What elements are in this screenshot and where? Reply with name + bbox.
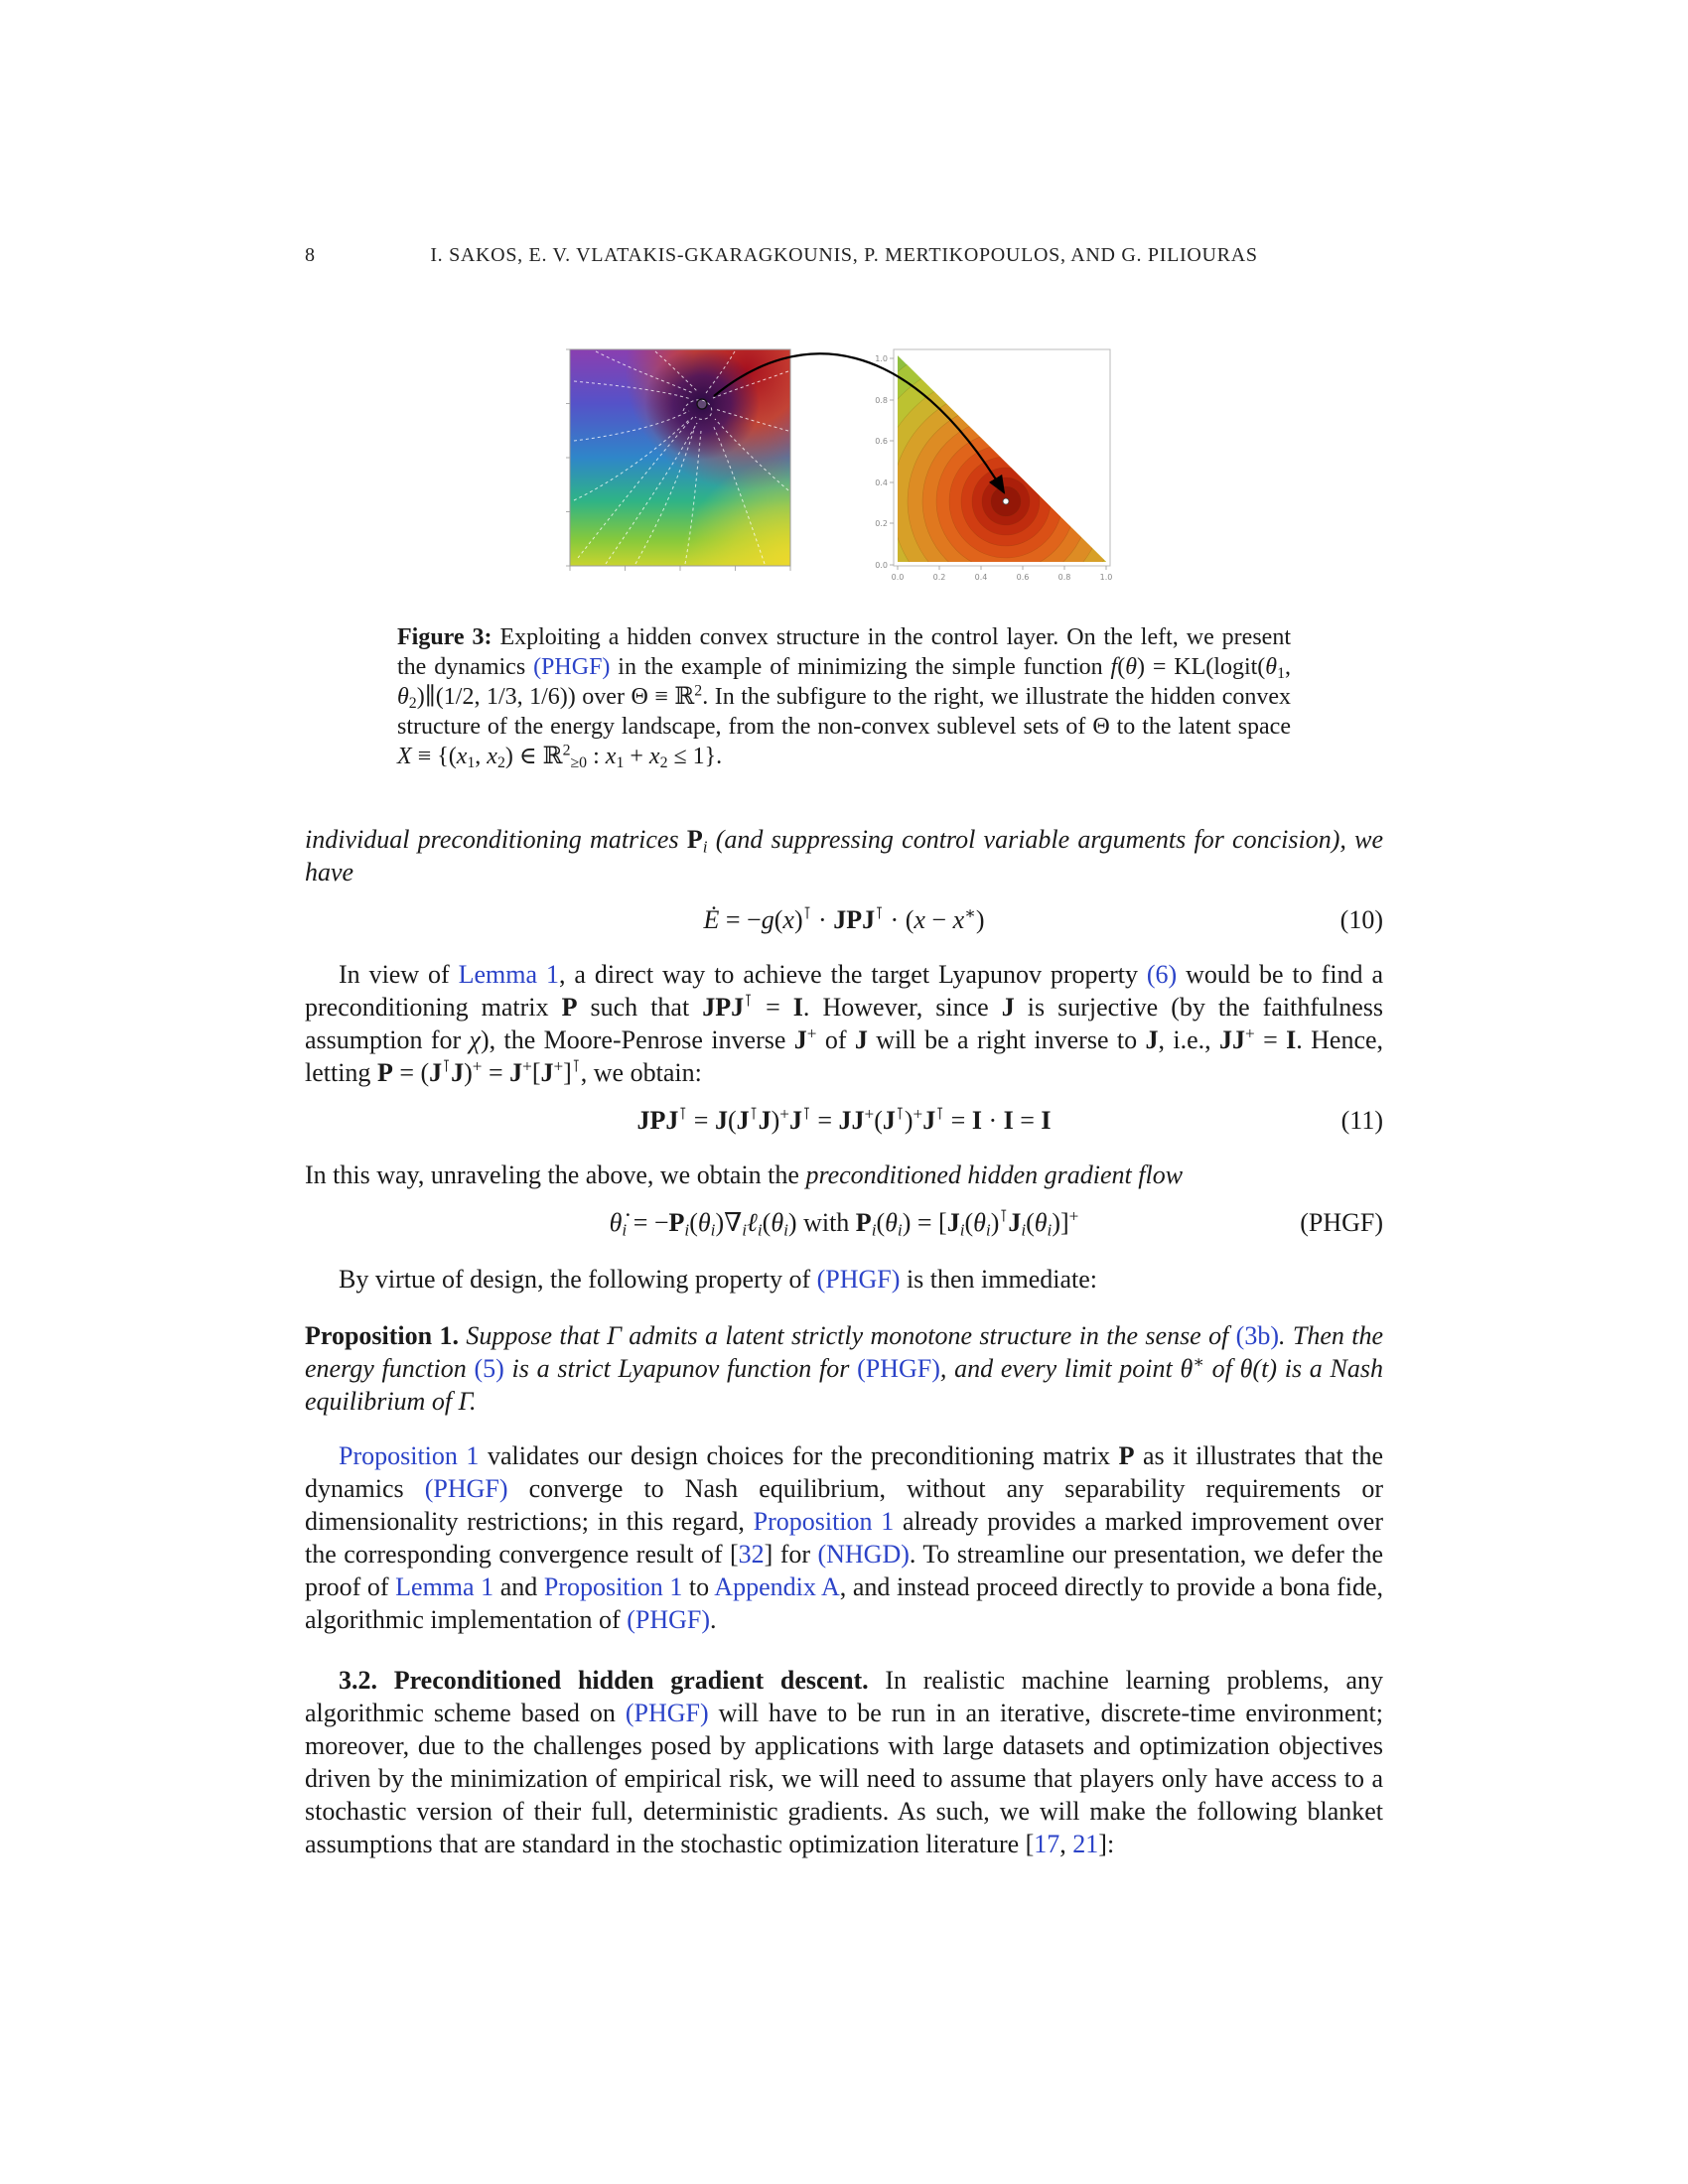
text-segment: , and instead proceed directly to provide a bona fide, algorithmic implementation of xyxy=(305,1572,1383,1634)
text-segment: 3.2. Preconditioned hidden gradient descent. xyxy=(339,1666,869,1695)
text-segment: ( xyxy=(876,1208,886,1237)
ref-link[interactable]: Proposition 1 xyxy=(753,1507,895,1536)
text-segment: θ xyxy=(1239,1354,1253,1383)
text-segment: ⊺ xyxy=(999,1206,1009,1226)
page-content xyxy=(305,0,1383,1860)
text-segment: i xyxy=(742,1220,748,1240)
text-segment: ) xyxy=(787,1208,797,1237)
y-tick-label: 0.6 xyxy=(875,437,888,446)
text-segment: i xyxy=(783,1220,788,1240)
text-segment: , we obtain: xyxy=(580,1058,702,1087)
text-segment: ] for xyxy=(764,1540,818,1569)
text-segment: . To streamline our presentation, we defer the proof of xyxy=(305,1540,1383,1601)
text-segment: x xyxy=(648,744,660,769)
text-segment: 1 xyxy=(1277,664,1285,682)
text-segment: g xyxy=(761,905,774,934)
text-segment: . Hence, letting xyxy=(305,1025,1384,1087)
text-segment: )∥(1/2, 1/3, 1/6)) over Θ ≡ ℝ xyxy=(416,684,695,710)
text-segment: ( xyxy=(689,1208,698,1237)
text-segment: ∗ xyxy=(1193,1352,1204,1372)
text-segment: ≡ {( xyxy=(411,744,457,769)
text-segment: x xyxy=(952,905,965,934)
text-segment: ) xyxy=(771,1106,780,1135)
text-segment: = − xyxy=(719,905,762,934)
text-segment: i xyxy=(757,1220,763,1240)
text-segment: 2 xyxy=(694,682,703,700)
text-segment: P xyxy=(376,1058,393,1087)
text-segment: i xyxy=(1047,1220,1053,1240)
text-segment: I xyxy=(792,993,803,1022)
text-segment: , and every limit point xyxy=(939,1354,1181,1383)
text-segment: 2 xyxy=(562,742,571,759)
text-segment: 1 xyxy=(616,753,625,771)
text-segment: ⊺ xyxy=(935,1104,945,1124)
text-segment: . xyxy=(710,1605,717,1634)
text-segment: i xyxy=(710,1220,716,1240)
paragraph-unraveling xyxy=(305,1159,1383,1191)
text-segment: ] xyxy=(563,1058,572,1087)
text-segment: individual preconditioning matrices xyxy=(305,825,687,854)
paragraph-by-virtue xyxy=(305,1263,1383,1296)
text-segment: 1 xyxy=(467,753,476,771)
text-segment: ≥0 xyxy=(570,753,588,771)
ref-link[interactable]: Proposition 1 xyxy=(339,1441,480,1470)
text-segment: + xyxy=(522,1056,532,1076)
text-segment: + xyxy=(806,1024,817,1043)
text-segment: J xyxy=(922,1106,936,1135)
text-segment: + xyxy=(779,1104,789,1124)
paragraph-in-view-of-lemma xyxy=(305,958,1383,1089)
text-segment: is surjective (by the faithfulness assumption for xyxy=(305,993,1383,1054)
equation-10 xyxy=(305,900,1383,942)
text-segment: P xyxy=(1118,1441,1135,1470)
text-segment: Exploiting a hidden convex structure in the control layer. On the left, we present the dynamics xyxy=(397,624,1291,680)
text-segment: of xyxy=(1203,1354,1240,1383)
text-segment: I xyxy=(1003,1106,1014,1135)
text-segment: )∇ xyxy=(715,1208,743,1237)
y-tick-label: 0.2 xyxy=(875,519,888,528)
text-segment: i xyxy=(897,1220,903,1240)
text-segment: , a direct way to achieve the target Lyapunov property xyxy=(558,960,1147,989)
text-segment: ) xyxy=(1268,1354,1277,1383)
text-segment: ( xyxy=(762,1208,772,1237)
text-segment: ) xyxy=(990,1208,1000,1237)
text-segment: In view of xyxy=(339,960,459,989)
text-segment: J xyxy=(509,1058,523,1087)
text-segment: , xyxy=(1059,1830,1073,1858)
text-segment: of xyxy=(816,1025,855,1054)
text-segment: ) = [ xyxy=(902,1208,947,1237)
text-segment: θ xyxy=(885,1208,898,1237)
text-segment: . Then the energy function xyxy=(305,1321,1383,1383)
text-segment: + xyxy=(1245,1024,1255,1043)
text-segment: x xyxy=(914,905,925,934)
text-segment: I xyxy=(1041,1106,1052,1135)
text-segment: . However, since xyxy=(802,993,1002,1022)
ref-link[interactable]: (PHGF) xyxy=(625,1699,709,1727)
figure-3-caption xyxy=(397,622,1291,771)
text-segment: ( xyxy=(1252,1354,1262,1383)
paragraph-proposition-validates xyxy=(305,1439,1383,1636)
text-segment: i xyxy=(985,1220,991,1240)
text-segment: I xyxy=(971,1106,982,1135)
text-segment: in the example of minimizing the simple function xyxy=(610,654,1111,680)
text-segment: = ( xyxy=(392,1058,430,1087)
text-segment: i xyxy=(871,1220,877,1240)
latent-triangle-plot xyxy=(837,341,1122,590)
text-segment: x xyxy=(605,744,617,769)
figure-3-graphic xyxy=(566,341,1122,590)
text-segment: J xyxy=(882,1106,896,1135)
text-segment: ⊺ xyxy=(875,903,885,923)
y-tick-label: 0.8 xyxy=(875,396,888,405)
text-segment: θ xyxy=(1034,1208,1048,1237)
ref-link[interactable]: (3b) xyxy=(1235,1321,1279,1350)
text-segment: = xyxy=(687,1106,715,1135)
x-tick-label: 0.6 xyxy=(1016,573,1030,582)
text-segment: i xyxy=(622,1220,628,1240)
text-segment: x xyxy=(487,744,497,769)
text-segment: = xyxy=(1254,1025,1287,1054)
text-segment: such that xyxy=(577,993,703,1022)
text-segment: J xyxy=(1008,1208,1022,1237)
text-segment: i xyxy=(684,1220,690,1240)
equation-11 xyxy=(305,1101,1383,1143)
text-segment: ⊺ xyxy=(801,1104,811,1124)
y-tick-label: 0.0 xyxy=(875,561,888,570)
left-vector-field-plot xyxy=(566,349,790,571)
text-segment: i xyxy=(1021,1220,1027,1240)
ref-link[interactable]: 32 xyxy=(738,1540,765,1569)
text-segment: ≤ 1}. xyxy=(667,744,723,769)
text-segment: x xyxy=(456,744,468,769)
equation-10-number: (10) xyxy=(1339,905,1383,934)
text-segment: JPJ xyxy=(833,905,876,934)
equation-10-body xyxy=(704,905,985,934)
ref-link[interactable]: 21 xyxy=(1072,1830,1099,1858)
text-segment: ( xyxy=(1117,654,1126,680)
text-segment: x xyxy=(782,905,794,934)
ref-link[interactable]: (6) xyxy=(1146,960,1178,989)
section-3-2-paragraph xyxy=(305,1664,1383,1860)
text-segment: θ xyxy=(1180,1354,1194,1383)
text-segment: is then immediate: xyxy=(900,1265,1098,1294)
text-segment: By virtue of design, the following property of xyxy=(339,1265,817,1294)
text-segment: f xyxy=(1110,654,1118,680)
text-segment: = xyxy=(1013,1106,1042,1135)
text-segment: ⊺ xyxy=(802,903,812,923)
text-segment: J xyxy=(788,1106,802,1135)
text-segment: is a Nash equilibrium of xyxy=(305,1354,1383,1416)
text-segment: J xyxy=(429,1058,443,1087)
text-segment: P xyxy=(686,825,703,854)
ref-link[interactable]: Appendix A xyxy=(714,1572,840,1601)
text-segment: P xyxy=(561,993,578,1022)
ref-link[interactable]: (PHGF) xyxy=(627,1605,710,1634)
text-segment: − xyxy=(924,905,953,934)
text-segment: Proposition 1. xyxy=(305,1321,459,1350)
text-segment: ) = KL(logit( xyxy=(1137,654,1266,680)
text-segment: In realistic machine learning problems, any algorithmic scheme based on xyxy=(305,1666,1383,1727)
text-segment: converge to Nash equilibrium, without any separability requirements or dimensionality restrictions; in this regard, xyxy=(305,1474,1383,1536)
text-segment: ⊺ xyxy=(678,1104,688,1124)
proposition-1 xyxy=(305,1319,1383,1418)
text-segment: · xyxy=(981,1106,1004,1135)
y-tick-label: 0.4 xyxy=(875,478,888,487)
ref-link[interactable]: (PHGF) xyxy=(533,654,611,680)
text-segment: θ xyxy=(1265,654,1278,680)
text-segment: will be a right inverse to xyxy=(867,1025,1146,1054)
text-segment: ⊺ xyxy=(571,1056,581,1076)
equilibrium-dot xyxy=(1003,498,1009,504)
text-segment: )] xyxy=(1052,1208,1069,1237)
text-segment: 2 xyxy=(408,694,417,712)
text-segment: · ( xyxy=(884,905,914,934)
text-segment: In this way, unraveling the above, we obtain the xyxy=(305,1160,806,1189)
ref-link[interactable]: (PHGF) xyxy=(816,1265,901,1294)
ref-link[interactable]: Proposition 1 xyxy=(543,1572,683,1601)
text-segment: P xyxy=(855,1208,872,1237)
text-segment: is a strict Lyapunov function for xyxy=(503,1354,858,1383)
text-segment: θ xyxy=(771,1208,784,1237)
text-segment: J xyxy=(946,1208,960,1237)
text-segment: ) xyxy=(904,1106,914,1135)
text-segment: ( xyxy=(1026,1208,1035,1237)
text-segment: . In the subfigure to the right, we illustrate the hidden convex structure of the energy landscape, from the non-convex sublevel sets of Θ to the latent space xyxy=(397,684,1291,740)
text-segment: χ xyxy=(469,1025,481,1054)
text-segment: i xyxy=(702,837,708,857)
text-segment: = xyxy=(944,1106,972,1135)
x-tick-label: 0.4 xyxy=(974,573,988,582)
text-segment: ( xyxy=(774,905,783,934)
text-segment: ) xyxy=(793,905,803,934)
text-segment: 2 xyxy=(496,753,505,771)
text-segment: to xyxy=(682,1572,715,1601)
text-segment: + xyxy=(864,1104,875,1124)
text-segment: Γ. xyxy=(458,1387,477,1416)
text-segment: validates our design choices for the preconditioning matrix xyxy=(479,1441,1119,1470)
text-segment: preconditioned hidden gradient flow xyxy=(805,1160,1184,1189)
paragraph-preconditioning xyxy=(305,823,1383,888)
text-segment: J xyxy=(758,1106,772,1135)
text-segment: as it illustrates that the dynamics xyxy=(305,1441,1383,1503)
text-segment: ]: xyxy=(1098,1830,1115,1858)
text-segment: = xyxy=(810,1106,839,1135)
text-segment: J xyxy=(854,1025,868,1054)
text-segment: Ė xyxy=(703,905,720,934)
text-segment: t xyxy=(1261,1354,1269,1383)
text-segment: · xyxy=(811,905,834,934)
x-tick-label: 0.2 xyxy=(932,573,946,582)
ref-link[interactable]: (5) xyxy=(474,1354,504,1383)
text-segment: J xyxy=(451,1058,465,1087)
text-segment: and xyxy=(493,1572,544,1601)
equation-11-body xyxy=(636,1106,1051,1135)
text-segment: + xyxy=(1068,1206,1079,1226)
page-number: 8 xyxy=(305,244,316,266)
figure-3 xyxy=(566,341,1122,595)
text-segment: ⊺ xyxy=(744,991,754,1011)
text-segment: = − xyxy=(627,1208,669,1237)
text-segment: + xyxy=(913,1104,923,1124)
text-segment: I xyxy=(1286,1025,1297,1054)
x-tick-label: 0.0 xyxy=(891,573,905,582)
text-segment: + xyxy=(472,1056,483,1076)
text-segment: i xyxy=(959,1220,965,1240)
text-segment: ( xyxy=(727,1106,737,1135)
text-segment: J xyxy=(540,1058,554,1087)
text-segment: ) xyxy=(464,1058,473,1087)
equation-phgf xyxy=(305,1203,1383,1245)
text-segment: ℓ xyxy=(747,1208,758,1237)
text-segment: θ̇ xyxy=(609,1208,623,1237)
text-segment: would be to find a preconditioning matrix xyxy=(305,960,1384,1022)
text-segment: : xyxy=(587,744,606,769)
attractor-marker xyxy=(697,399,707,409)
text-segment: ⊺ xyxy=(749,1104,759,1124)
text-segment: with xyxy=(796,1208,856,1237)
text-segment: = xyxy=(753,993,793,1022)
ref-link[interactable]: (NHGD) xyxy=(817,1540,910,1569)
text-segment: , xyxy=(1285,654,1291,680)
text-segment: J xyxy=(793,1025,807,1054)
text-segment: , i.e., xyxy=(1158,1025,1220,1054)
text-segment: ), the Moore-Penrose inverse xyxy=(480,1025,794,1054)
text-segment: θ xyxy=(697,1208,711,1237)
text-segment: θ xyxy=(973,1208,986,1237)
text-segment: ⊺ xyxy=(895,1104,905,1124)
x-tick-label: 1.0 xyxy=(1099,573,1113,582)
text-segment: ( xyxy=(964,1208,974,1237)
text-segment: [ xyxy=(531,1058,541,1087)
x-tick-label: 0.8 xyxy=(1057,573,1071,582)
text-segment: will have to be run in an iterative, discrete-time environment; moreover, due to the challenges posed by applications with large datasets and optimization objectives driven by the minimization of empirical risk, we will need to assume that players only have access to a stochastic version of their full, deterministic gradients. As such, we will make the following blanket assumptions that are standard in the stochastic optimization literature [ xyxy=(305,1699,1383,1858)
text-segment: ⊺ xyxy=(442,1056,452,1076)
text-segment: J xyxy=(1145,1025,1159,1054)
text-segment: J xyxy=(736,1106,750,1135)
text-segment: ) xyxy=(975,905,985,934)
text-segment: = xyxy=(482,1058,510,1087)
text-segment: Suppose that Γ admits a latent strictly monotone structure in the sense of xyxy=(458,1321,1236,1350)
text-segment: ∗ xyxy=(964,903,976,923)
text-segment: 2 xyxy=(659,753,668,771)
text-segment: ) ∈ ℝ xyxy=(504,744,563,769)
ref-link[interactable]: Lemma 1 xyxy=(395,1572,494,1601)
running-head-authors: I. SAKOS, E. V. VLATAKIS-GKARAGKOUNIS, P. MERTIKOPOULOS, AND G. PILIOURAS xyxy=(430,244,1258,266)
text-segment: JJ xyxy=(1219,1025,1246,1054)
ref-link[interactable]: Lemma 1 xyxy=(458,960,559,989)
text-segment: JPJ xyxy=(636,1106,679,1135)
text-segment: , xyxy=(475,744,488,769)
text-segment: J xyxy=(1001,993,1015,1022)
text-segment: θ xyxy=(1125,654,1138,680)
text-segment: + xyxy=(624,744,649,769)
text-segment: + xyxy=(553,1056,564,1076)
text-segment: Figure 3: xyxy=(397,624,500,650)
text-segment: already provides a marked improvement over the corresponding convergence result of [ xyxy=(305,1507,1383,1569)
equation-phgf-body xyxy=(609,1206,1079,1240)
text-segment: P xyxy=(668,1208,685,1237)
text-segment: θ xyxy=(397,684,409,710)
ref-link[interactable]: (PHGF) xyxy=(424,1474,508,1503)
text-segment: ( xyxy=(874,1106,883,1135)
text-segment: JJ xyxy=(838,1106,865,1135)
y-tick-label: 1.0 xyxy=(875,354,888,363)
running-head xyxy=(305,244,1383,270)
text-segment: JPJ xyxy=(702,993,745,1022)
ref-link[interactable]: 17 xyxy=(1034,1830,1060,1858)
text-segment: X xyxy=(397,744,412,769)
text-segment: J xyxy=(714,1106,728,1135)
equation-11-number: (11) xyxy=(1340,1106,1383,1135)
text-segment: (and suppressing control variable arguments for concision), we have xyxy=(305,825,1383,887)
equation-phgf-number: (PHGF) xyxy=(1300,1208,1383,1237)
ref-link[interactable]: (PHGF) xyxy=(857,1354,940,1383)
